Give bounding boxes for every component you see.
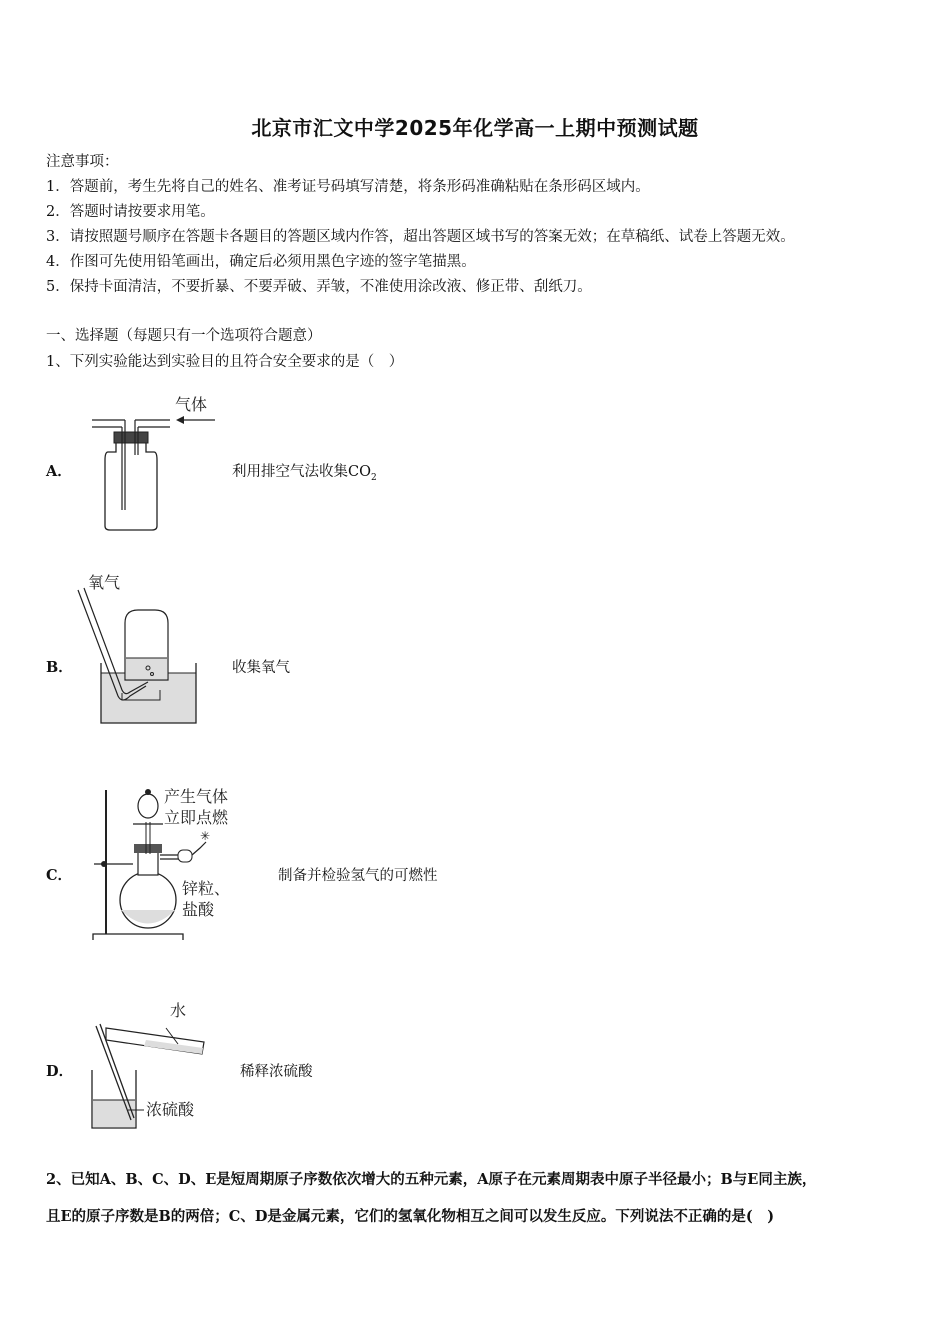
option-b-label: B． [46,659,73,676]
question-1-stem: 1、下列实验能达到实验目的且符合安全要求的是（ ） [46,354,404,370]
gas-label: 气体 [175,395,208,414]
notice-item: 5．保持卡面清洁，不要折暴、不要弄破、弄皱，不准使用涂改液、修正带、刮纸刀。 [46,279,592,295]
notice-heading: 注意事项： [46,154,119,170]
notice-item: 4．作图可先使用铅笔画出，确定后必须用黑色字迹的签字笔描黑。 [46,254,476,270]
option-a-text: 利用排空气法收集$CO_2$ [232,464,377,483]
option-c-text: 制备并检验氢气的可燃性 [278,868,438,884]
gas-collection-bottle-figure [80,390,230,535]
option-d-label: D． [46,1063,74,1080]
section-heading: 一、选择题（每题只有一个选项符合题意） [46,328,322,344]
gas-produced-label: 产生气体 [164,787,229,806]
page-title: 北京市汇文中学2025年化学高一上期中预测试题 [251,116,699,140]
notice-item: 1．答题前，考生先将自己的姓名、准考证号码填写清楚，将条形码准确粘贴在条形码区域内。 [46,179,650,195]
option-d-text: 稀释浓硫酸 [240,1064,313,1080]
hydrogen-generator-figure [88,782,248,947]
notice-item: 3．请按照题号顺序在答题卡各题目的答题区域内作答，超出答题区域书写的答案无效；在草稿纸、试卷上答题无效。 [46,229,795,245]
oxygen-label: 氧气 [88,573,121,592]
notice-item: 2．答题时请按要求用笔。 [46,204,215,220]
option-c-label: C． [46,867,73,884]
water-label: 水 [170,1001,187,1020]
svg-text:✳: ✳ [200,829,211,843]
oxygen-collection-figure [70,568,220,733]
option-b-text: 收集氧气 [232,660,290,676]
zinc-label: 锌粒、 [182,879,231,898]
dilution-figure [86,994,236,1134]
option-a-label: A． [46,463,72,480]
conc-acid-label: 浓硫酸 [146,1100,195,1119]
question-2-line-2: 且E的原子序数是B的两倍；C、D是金属元素，它们的氢氧化物相互之间可以发生反应。下列说法不正确的是( ) [46,1208,775,1225]
acid-label: 盐酸 [182,900,215,919]
question-2-line-1: 2、已知A、B、C、D、E是短周期原子序数依次增大的五种元素，A原子在元素周期表中原子半径最小；B与E同主族， [46,1171,817,1188]
ignite-label: 立即点燃 [164,808,229,827]
